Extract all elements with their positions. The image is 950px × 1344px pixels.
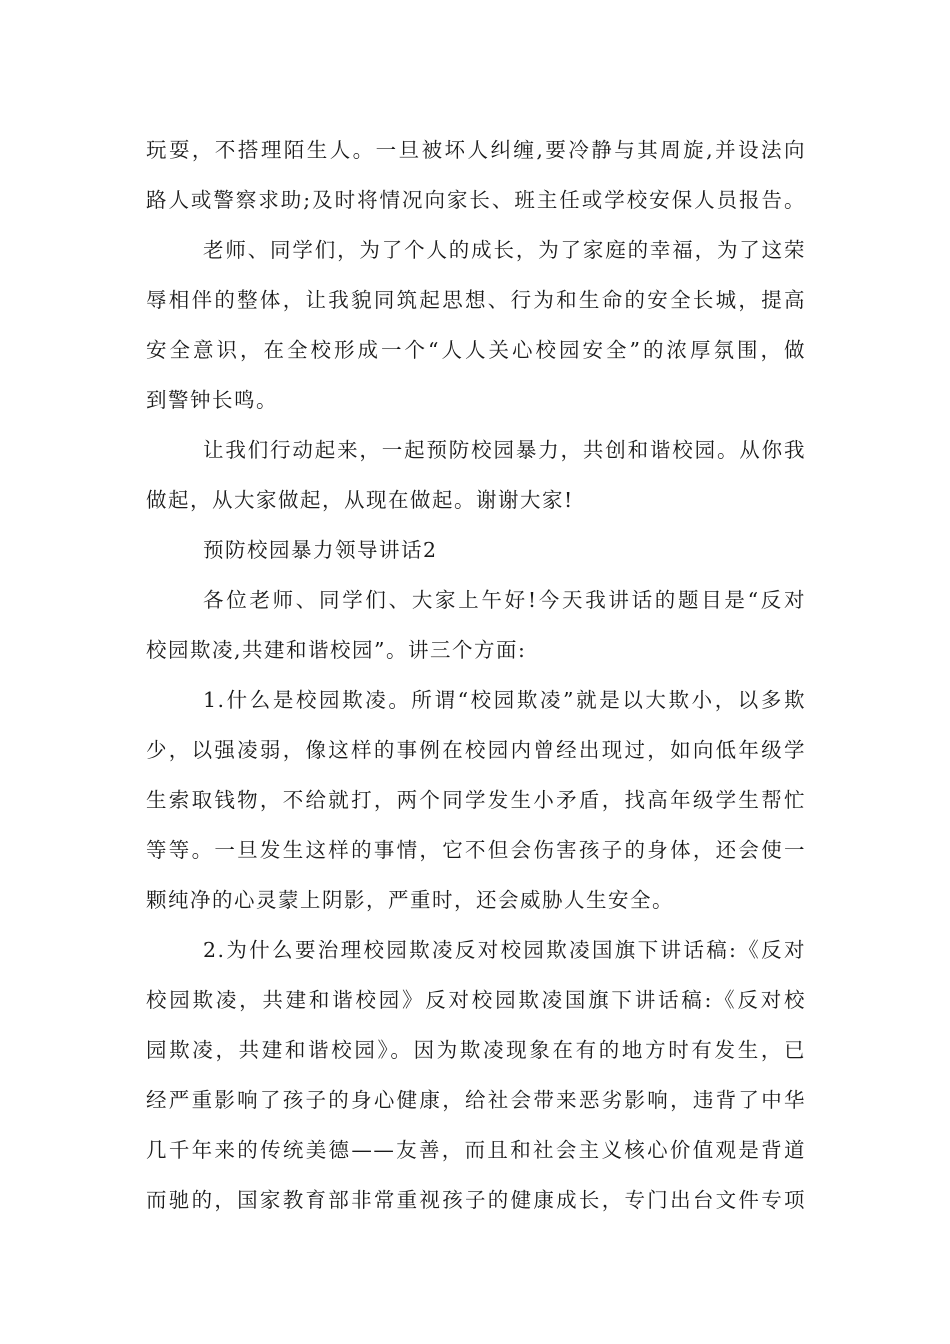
text-line: 校园欺凌,共建和谐校园”。讲三个方面: bbox=[146, 638, 527, 662]
paragraph-first-line: 让我们行动起来，一起预防校园暴力，共创和谐校园。从你我 bbox=[203, 438, 806, 462]
text-line: 到警钟长鸣。 bbox=[146, 388, 278, 412]
text-line: 而驰的，国家教育部非常重视孩子的健康成长，专门出台文件专项 bbox=[146, 1188, 806, 1212]
paragraph-first-line: 1.什么是校园欺凌。所谓“校园欺凌”就是以大欺小，以多欺 bbox=[203, 688, 806, 712]
text-line: 校园欺凌，共建和谐校园》反对校园欺凌国旗下讲话稿:《反对校 bbox=[146, 988, 806, 1012]
text-line: 园欺凌，共建和谐校园》。因为欺凌现象在有的地方时有发生，已 bbox=[146, 1038, 806, 1062]
text-line: 安全意识，在全校形成一个“人人关心校园安全”的浓厚氛围，做 bbox=[146, 338, 806, 362]
paragraph-first-line: 各位老师、同学们、大家上午好!今天我讲话的题目是“反对 bbox=[203, 588, 806, 612]
text-line: 路人或警察求助;及时将情况向家长、班主任或学校安保人员报告。 bbox=[146, 188, 806, 212]
paragraph-first-line: 2.为什么要治理校园欺凌反对校园欺凌国旗下讲话稿:《反对 bbox=[203, 938, 806, 962]
text-line: 颗纯净的心灵蒙上阴影，严重时，还会威胁人生安全。 bbox=[146, 888, 674, 912]
text-line: 几千年来的传统美德——友善，而且和社会主义核心价值观是背道 bbox=[146, 1138, 806, 1162]
text-line: 少，以强凌弱，像这样的事例在校园内曾经出现过，如向低年级学 bbox=[146, 738, 806, 762]
text-line: 等等。一旦发生这样的事情，它不但会伤害孩子的身体，还会使一 bbox=[146, 838, 806, 862]
section-heading: 预防校园暴力领导讲话2 bbox=[203, 538, 438, 562]
text-line: 辱相伴的整体，让我貌同筑起思想、行为和生命的安全长城，提高 bbox=[146, 288, 806, 312]
text-line: 生索取钱物，不给就打，两个同学发生小矛盾，找高年级学生帮忙 bbox=[146, 788, 806, 812]
text-line: 做起，从大家做起，从现在做起。谢谢大家! bbox=[146, 488, 574, 512]
text-line: 经严重影响了孩子的身心健康，给社会带来恶劣影响，违背了中华 bbox=[146, 1088, 806, 1112]
paragraph-first-line: 老师、同学们，为了个人的成长，为了家庭的幸福，为了这荣 bbox=[203, 238, 806, 262]
text-line: 玩耍，不搭理陌生人。一旦被坏人纠缠,要冷静与其周旋,并设法向 bbox=[146, 138, 806, 162]
